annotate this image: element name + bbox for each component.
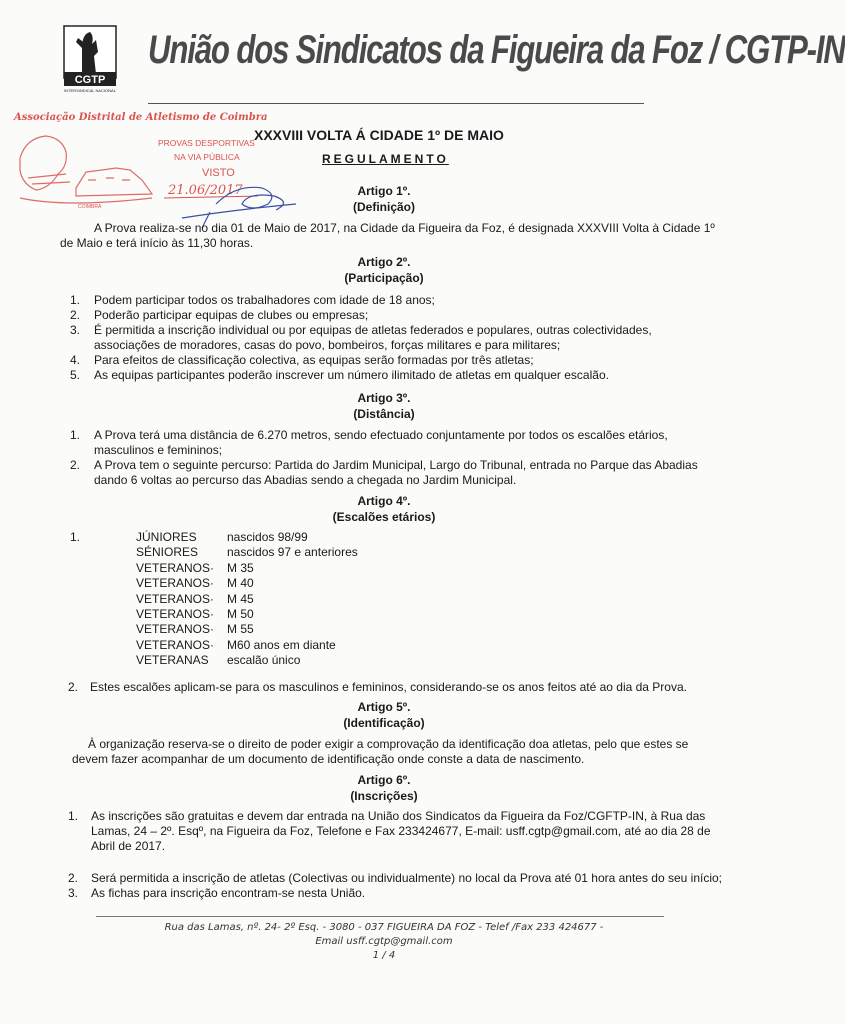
age-category: SÉNIORES [136, 545, 199, 560]
article-2-title: (Participação) [344, 271, 424, 285]
age-category: VETERANOS· [136, 591, 215, 606]
article-2-heading [0, 254, 768, 286]
article-5-title: (Identificação) [343, 716, 425, 730]
article-6-number: Artigo 6º. [357, 773, 411, 787]
cgtp-logo [58, 22, 122, 94]
item-number: 2. [70, 458, 81, 472]
article-6-list [60, 809, 724, 901]
table-row [136, 638, 536, 653]
age-value: nascidos 97 e anteriores [227, 545, 358, 560]
age-value: M60 anos em diante [227, 637, 336, 652]
item-text: É permitida a inscrição individual ou por equipas de atletas federados e populares, outras colectividades, associações de moradores, casas do povo, bombeiros, forças militares e para militares; [94, 323, 652, 352]
age-group-number: 1. [70, 530, 81, 544]
article-5-text: À organização reserva-se o direito de poder exigir a comprovação da identificação doa atletas, pelo que estes se devem fazer acompanhar de um documento de identificação onde conste a data de nascimento. [72, 737, 689, 766]
article-4-heading [0, 493, 768, 525]
item-number: 5. [70, 368, 81, 382]
stamp-date: 21.06/2017 [168, 183, 243, 198]
item-number: 2. [68, 680, 79, 694]
age-category: VETERANAS [136, 653, 209, 668]
org-title: União dos Sindicatos da Figueira da Foz / CGTP-IN [148, 28, 845, 72]
age-category: VETERANOS· [136, 622, 215, 637]
article-4-number: Artigo 4º. [357, 494, 411, 508]
document-subtitle: REGULAMENTO [322, 152, 449, 166]
footer [0, 921, 768, 963]
article-2-list [60, 293, 716, 383]
footer-rule [96, 916, 664, 917]
item-number: 3. [70, 323, 81, 337]
list-item [60, 886, 724, 901]
item-number: 4. [70, 353, 81, 367]
article-1-text: A Prova realiza-se no dia 01 de Maio de 2017, na Cidade da Figueira da Foz, é designada XXXVIII Volta à Cidade 1º de Maio e terá início às 11,30 horas. [60, 221, 715, 250]
item-text: Será permitida a inscrição de atletas (Colectivas ou individualmente) no local da Prova até 01 hora antes do seu início; [91, 871, 723, 885]
page-number: 1 / 4 [372, 950, 396, 961]
item-text: Para efeitos de classificação colectiva, as equipas serão formadas por três atletas; [94, 353, 534, 367]
item-text: As fichas para inscrição encontram-se nesta União. [91, 886, 366, 900]
item-text: Estes escalões aplicam-se para os masculinos e femininos, considerando-se os anos feitos até ao dia da Prova. [90, 680, 687, 694]
article-1-title: (Definição) [352, 200, 415, 214]
item-number: 1. [70, 293, 81, 307]
list-item [60, 308, 716, 323]
article-6-title: (Inscrições) [350, 789, 418, 803]
item-number: 2. [70, 308, 81, 322]
table-row [136, 545, 536, 560]
item-number: 3. [68, 886, 79, 900]
article-5-number: Artigo 5º. [357, 700, 411, 714]
age-category: VETERANOS· [136, 560, 215, 575]
stamp-line2: PROVAS DESPORTIVAS [158, 138, 255, 148]
article-3-list [60, 428, 724, 488]
list-item [60, 293, 716, 308]
item-text: As equipas participantes poderão inscrever um número ilimitado de atletas em qualquer escalão. [94, 368, 609, 382]
document-title: XXXVIII VOLTA Á CIDADE 1º DE MAIO [254, 127, 504, 143]
article-1-heading [0, 183, 768, 215]
age-value: escalão único [227, 653, 301, 668]
list-item [60, 871, 724, 886]
stamp-city: COIMBRA [78, 204, 102, 210]
header-rule [148, 103, 644, 104]
footer-address: Rua das Lamas, nº. 24- 2º Esq. - 3080 - 037 FIGUEIRA DA FOZ - Telef /Fax 233 424677 - [164, 922, 604, 933]
age-group-table [136, 530, 536, 669]
table-row [136, 530, 536, 545]
list-item [60, 458, 724, 488]
footer-email: Email usff.cgtp@gmail.com [315, 936, 453, 947]
stamp-line1: Associação Distrital de Atletismo de Coimbra [14, 112, 268, 123]
age-category: VETERANOS· [136, 637, 215, 652]
age-category: VETERANOS· [136, 607, 215, 622]
item-text: A Prova tem o seguinte percurso: Partida do Jardim Municipal, Largo do Tribunal, entrada no Parque das Abadias dando 6 voltas ao percurso das Abadias sendo a chegada no Jardim Municipal. [94, 458, 698, 487]
article-6-heading [0, 772, 768, 804]
table-row [136, 576, 536, 591]
stamp-visto: VISTO [202, 167, 235, 179]
age-category: VETERANOS· [136, 576, 215, 591]
item-number: 2. [68, 871, 79, 885]
list-item [60, 353, 716, 368]
article-5-heading [0, 699, 768, 731]
article-3-number: Artigo 3º. [357, 391, 411, 405]
list-item [60, 323, 716, 353]
article-3-heading [0, 390, 768, 422]
table-row [136, 561, 536, 576]
article-3-title: (Distância) [353, 407, 415, 421]
logo-text: CGTP [74, 74, 106, 86]
age-category: JÚNIORES [136, 530, 197, 544]
age-value: M 40 [227, 576, 254, 591]
age-group-note [60, 680, 716, 695]
age-value: nascidos 98/99 [227, 530, 308, 544]
article-1-number: Artigo 1º. [357, 184, 411, 198]
table-row [136, 607, 536, 622]
table-row [136, 653, 536, 668]
age-value: M 45 [227, 591, 254, 606]
article-4-title: (Escalões etários) [332, 510, 436, 524]
item-number: 1. [70, 428, 81, 442]
list-item [60, 368, 716, 383]
age-value: M 55 [227, 622, 254, 637]
item-text: As inscrições são gratuitas e devem dar entrada na União dos Sindicatos da Figueira da Foz/CGFTP-IN, à Rua das Lamas, 24 – 2º. Esqº, na Figueira da Foz, Telefone e Fax 233424677, E-mail: usff.cgtp@gmail.com, até ao dia 28 de Abril de 2017. [91, 809, 711, 853]
list-item [60, 809, 724, 854]
age-value: M 50 [227, 607, 254, 622]
age-value: M 35 [227, 560, 254, 575]
stamp-line3: NA VIA PÚBLICA [174, 152, 240, 162]
table-row [136, 592, 536, 607]
item-text: A Prova terá uma distância de 6.270 metros, sendo efectuado conjuntamente por todos os escalões etários, masculinos e femininos; [94, 428, 668, 457]
list-item [60, 428, 724, 458]
item-text: Podem participar todos os trabalhadores com idade de 18 anos; [94, 293, 435, 307]
item-text: Poderão participar equipas de clubes ou empresas; [94, 308, 369, 322]
official-stamp [6, 108, 296, 236]
logo-subtext: INTERSINDICAL NACIONAL [64, 88, 116, 93]
item-number: 1. [68, 809, 79, 823]
article-2-number: Artigo 2º. [357, 255, 411, 269]
list-item [60, 680, 716, 695]
table-row [136, 622, 536, 637]
